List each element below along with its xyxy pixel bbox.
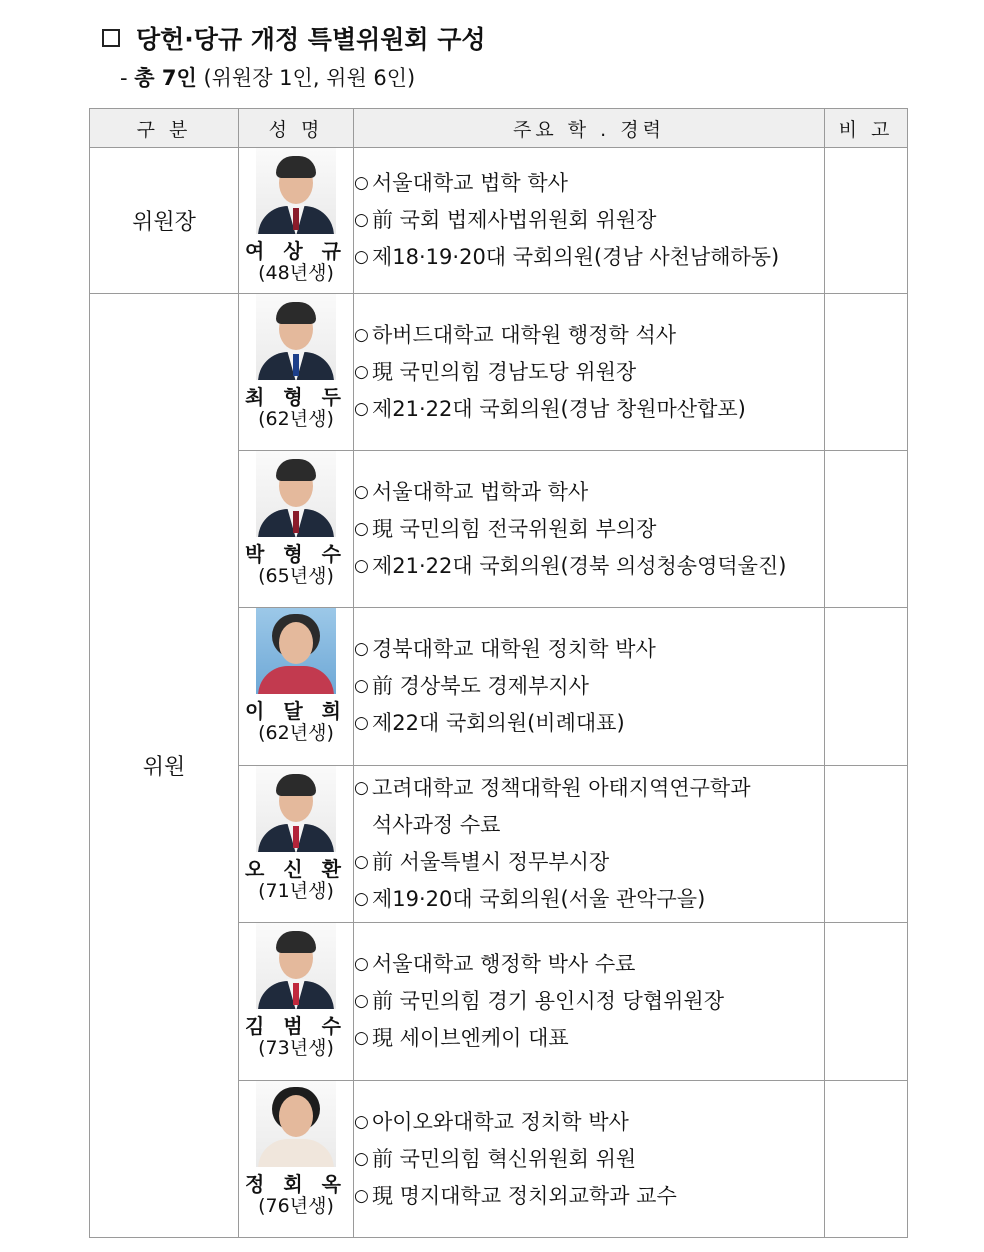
category-chair: 위원장 — [90, 148, 239, 294]
member-birth-year: (73년생) — [258, 1037, 334, 1059]
member-name: 여 상 규 — [245, 239, 347, 263]
person-cell — [239, 608, 354, 766]
bullet-circle-icon: ○ — [354, 555, 369, 576]
career-cell — [354, 766, 825, 923]
career-item: ○ 제21·22대 국회의원(경남 창원마산합포) — [354, 391, 824, 428]
subtitle-total: 총 7인 — [134, 66, 197, 90]
bullet-circle-icon: ○ — [354, 1111, 369, 1132]
member-photo — [256, 766, 336, 852]
bullet-circle-icon: ○ — [354, 324, 369, 345]
document-heading — [102, 20, 486, 56]
member-name: 박 형 수 — [245, 542, 347, 566]
member-photo — [256, 608, 336, 694]
career-item: ○ 아이오와대학교 정치학 박사 — [354, 1104, 824, 1141]
career-item: ○ 前 국민의힘 경기 용인시정 당협위원장 — [354, 983, 824, 1020]
header-remarks: 비 고 — [825, 109, 908, 148]
subtitle-breakdown: (위원장 1인, 위원 6인) — [196, 66, 416, 90]
career-item: ○ 고려대학교 정책대학원 아태지역연구학과 석사과정 수료 — [354, 770, 824, 844]
member-photo — [256, 1081, 336, 1167]
career-item: ○ 前 국회 법제사법위원회 위원장 — [354, 202, 824, 239]
member-birth-year: (76년생) — [258, 1195, 334, 1217]
remarks-cell — [825, 923, 908, 1081]
member-name: 김 범 수 — [245, 1014, 347, 1038]
bullet-circle-icon: ○ — [354, 518, 369, 539]
remarks-cell — [825, 148, 908, 294]
member-birth-year: (71년생) — [258, 880, 334, 902]
table-header-row — [90, 109, 908, 148]
career-cell — [354, 148, 825, 294]
remarks-cell — [825, 766, 908, 923]
member-name: 정 회 옥 — [245, 1172, 347, 1196]
career-item: ○ 서울대학교 법학과 학사 — [354, 474, 824, 511]
career-item: ○ 서울대학교 행정학 박사 수료 — [354, 946, 824, 983]
bullet-circle-icon: ○ — [354, 954, 369, 974]
person-cell — [239, 766, 354, 923]
member-birth-year: (65년생) — [258, 565, 334, 587]
bullet-circle-icon: ○ — [354, 361, 369, 382]
remarks-cell — [825, 294, 908, 451]
person-cell — [239, 148, 354, 294]
bullet-circle-icon: ○ — [354, 1148, 369, 1169]
career-item: ○ 하버드대학교 대학원 행정학 석사 — [354, 317, 824, 354]
person-cell — [239, 294, 354, 451]
bullet-circle-icon: ○ — [354, 713, 369, 733]
career-item: ○ 제21·22대 국회의원(경북 의성청송영덕울진) — [354, 548, 824, 585]
member-photo — [256, 923, 336, 1009]
member-birth-year: (62년생) — [258, 722, 334, 744]
person-cell — [239, 1081, 354, 1238]
career-item: ○ 제19·20대 국회의원(서울 관악구을) — [354, 881, 824, 918]
remarks-cell — [825, 451, 908, 608]
career-item: ○ 現 국민의힘 경남도당 위원장 — [354, 354, 824, 391]
bullet-circle-icon: ○ — [354, 247, 369, 267]
subtitle-prefix: - — [120, 66, 135, 90]
career-cell — [354, 1081, 825, 1238]
career-item: ○ 제18·19·20대 국회의원(경남 사천남해하동) — [354, 239, 824, 276]
member-photo — [256, 294, 336, 380]
career-cell — [354, 608, 825, 766]
member-name: 이 달 희 — [245, 699, 347, 723]
career-cell — [354, 923, 825, 1081]
checkbox-square-icon — [102, 29, 120, 47]
bullet-circle-icon: ○ — [354, 676, 369, 696]
career-item: ○ 前 국민의힘 혁신위원회 위원 — [354, 1141, 824, 1178]
person-cell — [239, 923, 354, 1081]
remarks-cell — [825, 1081, 908, 1238]
member-name: 오 신 환 — [245, 857, 347, 881]
person-cell — [239, 451, 354, 608]
header-career: 주요 학 . 경력 — [354, 109, 825, 148]
career-item: ○ 現 명지대학교 정치외교학과 교수 — [354, 1178, 824, 1215]
bullet-circle-icon: ○ — [354, 173, 369, 193]
bullet-circle-icon: ○ — [354, 398, 369, 419]
member-photo — [256, 148, 336, 234]
career-item: ○ 제22대 국회의원(비례대표) — [354, 705, 824, 742]
bullet-circle-icon: ○ — [354, 1028, 369, 1048]
bullet-circle-icon: ○ — [354, 481, 369, 502]
member-birth-year: (62년생) — [258, 408, 334, 430]
header-name: 성 명 — [239, 109, 354, 148]
committee-table — [89, 108, 908, 1238]
bullet-circle-icon: ○ — [354, 778, 369, 798]
member-photo — [256, 451, 336, 537]
bullet-circle-icon: ○ — [354, 991, 369, 1011]
document-subtitle — [120, 62, 415, 92]
bullet-circle-icon: ○ — [354, 889, 369, 909]
table-row — [90, 294, 908, 451]
career-cell — [354, 451, 825, 608]
bullet-circle-icon: ○ — [354, 210, 369, 230]
career-cell — [354, 294, 825, 451]
bullet-circle-icon: ○ — [354, 639, 369, 659]
career-item: ○ 前 경상북도 경제부지사 — [354, 668, 824, 705]
career-item: ○ 경북대학교 대학원 정치학 박사 — [354, 631, 824, 668]
header-category: 구 분 — [90, 109, 239, 148]
table-row — [90, 148, 908, 294]
remarks-cell — [825, 608, 908, 766]
bullet-circle-icon: ○ — [354, 1185, 369, 1206]
career-item: ○ 現 국민의힘 전국위원회 부의장 — [354, 511, 824, 548]
bullet-circle-icon: ○ — [354, 852, 369, 872]
member-birth-year: (48년생) — [258, 262, 334, 284]
career-item: ○ 서울대학교 법학 학사 — [354, 165, 824, 202]
category-member: 위원 — [90, 294, 239, 1238]
member-name: 최 형 두 — [245, 385, 347, 409]
document-title: 당헌·당규 개정 특별위원회 구성 — [136, 25, 486, 54]
career-item: ○ 前 서울특별시 정무부시장 — [354, 844, 824, 881]
career-item: ○ 現 세이브엔케이 대표 — [354, 1020, 824, 1057]
